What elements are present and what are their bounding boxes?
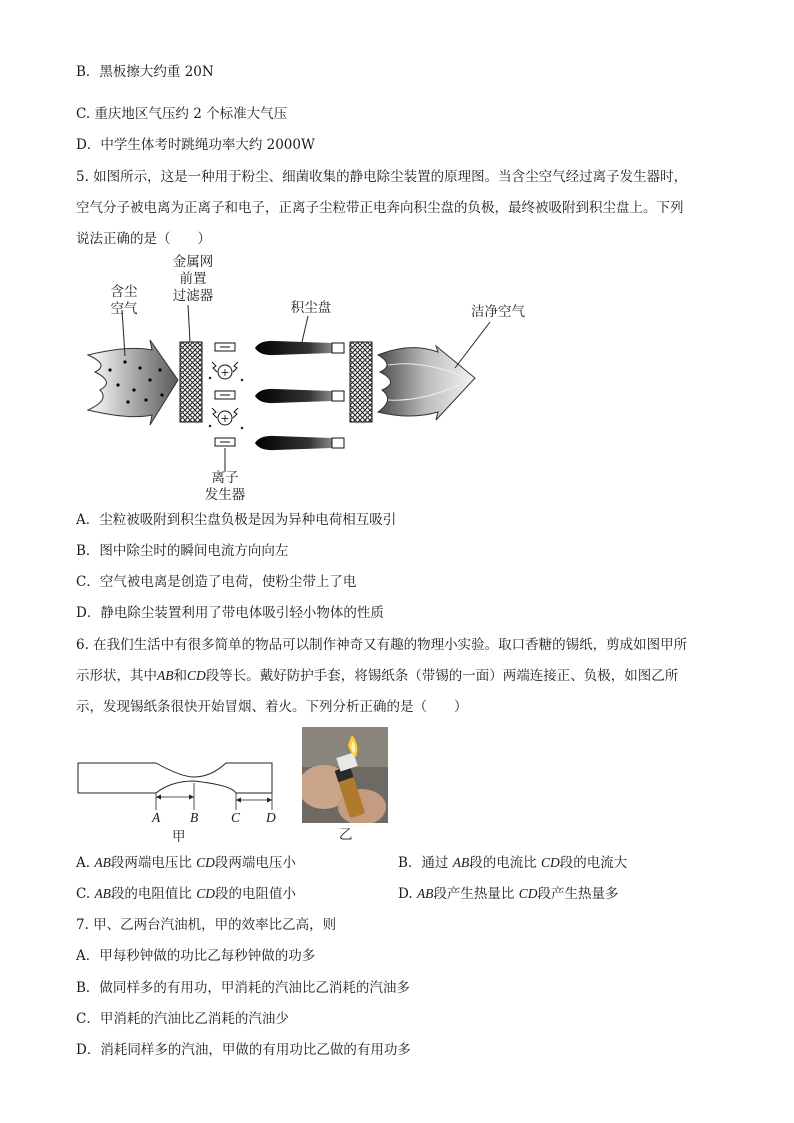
q6-option-d-cd: CD <box>518 886 538 901</box>
clean-air-arrow <box>378 346 475 420</box>
q6-option-c-cd: CD <box>196 886 215 901</box>
point-a-label: A <box>152 810 161 825</box>
q6-option-d-text1: 段产生热量比 <box>433 886 519 902</box>
label-collecting-plate: 积尘盘 <box>290 300 332 316</box>
q5-stem-line1: 5. 如图所示，这是一种用于粉尘、细菌收集的静电除尘装置的原理图。当含尘空气经过离子发生器时， <box>76 169 688 185</box>
q6-option-d <box>398 884 619 904</box>
q6-option-c <box>76 884 296 904</box>
q5-figure <box>70 250 550 512</box>
point-c-label: C <box>231 810 241 825</box>
q6-option-c-text2: 段的电阻值小 <box>215 886 296 902</box>
clean-air-pointer <box>455 322 490 368</box>
label-filter-line3: 过滤器 <box>172 288 214 304</box>
q6-option-c-prefix: C. <box>76 886 95 902</box>
svg-text:+: + <box>220 412 230 425</box>
q6-option-b-prefix: B．通过 <box>398 855 453 871</box>
q6-option-c-text1: 段的电阻值比 <box>110 886 197 902</box>
foil-strip-diagram <box>76 755 286 825</box>
dusty-air-arrow <box>88 340 178 425</box>
q7-option-b: B．做同样多的有用功，甲消耗的汽油比乙消耗的汽油多 <box>76 980 410 996</box>
plate-pointer <box>302 316 308 342</box>
q6-option-a-ab: AB <box>94 855 111 870</box>
front-filter-mesh <box>180 342 202 422</box>
label-clean-air: 洁净空气 <box>471 304 525 320</box>
q6-figure-jia <box>76 755 286 850</box>
filter-pointer <box>188 305 190 342</box>
q6-option-a-prefix: A. <box>76 855 95 871</box>
q6-figure-yi <box>302 727 388 847</box>
q7-option-a: A．甲每秒钟做的功比乙每秒钟做的功多 <box>76 948 316 964</box>
q5-stem-line3: 说法正确的是（ ） <box>76 231 211 247</box>
q6-option-c-ab: AB <box>94 886 111 901</box>
q5-stem-line2: 空气分子被电离为正离子和电子，正离子尘粒带正电奔向积尘盘的负极，最终被吸附到积尘盘上。下列 <box>76 200 684 216</box>
q6-option-b-cd: CD <box>541 855 560 870</box>
q7-option-d: D．消耗同样多的汽油，甲做的有用功比乙做的有用功多 <box>76 1042 411 1058</box>
label-filter-line2: 前置 <box>179 271 207 287</box>
rear-filter-mesh <box>350 342 372 422</box>
q6-option-a-cd: CD <box>196 855 215 870</box>
q4-option-d: D．中学生体考时跳绳功率大约 2000W <box>76 137 315 153</box>
q6-segment-ab: AB <box>157 668 174 683</box>
collecting-plates <box>255 341 344 450</box>
q4-option-b: B．黑板擦大约重 20N <box>76 64 214 80</box>
q6-stem-line2-text-a: 示形状，其中 <box>76 668 157 684</box>
label-dusty-air-line1: 含尘 <box>110 284 138 300</box>
q5-option-c: C．空气被电离是创造了电荷，使粉尘带上了电 <box>76 574 357 590</box>
label-ion-line2: 发生器 <box>204 487 246 503</box>
label-dusty-air-line2: 空气 <box>110 301 138 317</box>
ion-generator <box>209 343 243 446</box>
q7-option-c: C．甲消耗的汽油比乙消耗的汽油少 <box>76 1011 289 1027</box>
q6-stem-line2-text-c: 段等长。戴好防护手套，将锡纸条（带锡的一面）两端连接正、负极，如图乙所 <box>205 668 679 684</box>
svg-text:+: + <box>220 366 230 379</box>
q6-option-d-prefix: D. <box>398 886 417 902</box>
q4-option-c: C. 重庆地区气压约 2 个标准大气压 <box>76 106 288 122</box>
figure-jia-label: 甲 <box>172 829 186 845</box>
label-dusty-air <box>104 284 144 318</box>
q6-option-a-text2: 段两端电压小 <box>214 855 296 871</box>
q6-option-a <box>76 853 296 873</box>
label-ion-generator <box>200 470 250 504</box>
q6-stem-line2 <box>76 666 678 686</box>
point-d-label: D <box>266 810 276 825</box>
point-b-label: B <box>190 810 199 825</box>
q5-option-d: D．静电除尘装置利用了带电体吸引轻小物体的性质 <box>76 605 384 621</box>
q6-stem-line3: 示，发现锡纸条很快开始冒烟、着火。下列分析正确的是（ ） <box>76 699 468 715</box>
q6-option-b-text1: 段的电流比 <box>469 855 542 871</box>
q5-option-a: A．尘粒被吸附到积尘盘负极是因为异种电荷相互吸引 <box>76 512 397 528</box>
q6-option-b-ab: AB <box>452 855 470 870</box>
q6-option-a-text1: 段两端电压比 <box>110 855 197 871</box>
q6-stem-line1: 6. 在我们生活中有很多简单的物品可以制作神奇又有趣的物理小实验。取口香糖的锡纸，剪成如图甲所 <box>76 637 688 653</box>
q6-option-d-ab: AB <box>416 886 434 901</box>
burning-foil-photo <box>302 727 388 823</box>
label-front-filter <box>166 254 220 305</box>
q7-stem: 7. 甲、乙两台汽油机，甲的效率比乙高，则 <box>76 917 337 933</box>
figure-yi-label: 乙 <box>339 827 353 843</box>
q5-option-b: B．图中除尘时的瞬间电流方向向左 <box>76 543 289 559</box>
label-ion-line1: 离子 <box>211 470 239 486</box>
q6-option-d-text2: 段产生热量多 <box>537 886 619 902</box>
q6-option-b <box>398 853 627 873</box>
q6-stem-line2-text-b: 和 <box>173 668 187 684</box>
label-filter-line1: 金属网 <box>172 254 214 270</box>
q6-option-b-text2: 段的电流大 <box>559 855 628 871</box>
q6-segment-cd: CD <box>187 668 206 683</box>
